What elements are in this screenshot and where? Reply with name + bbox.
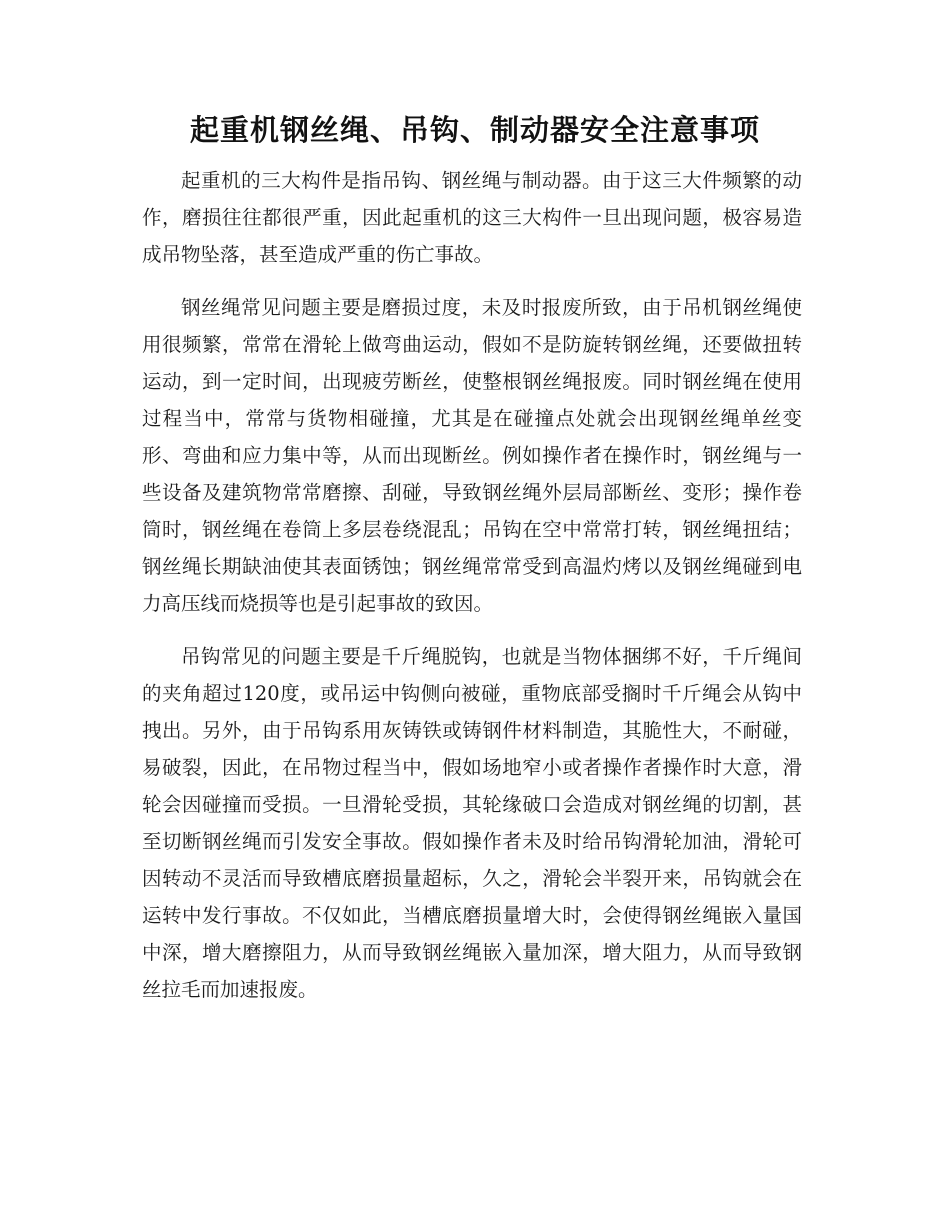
paragraph-wire-rope: 钢丝绳常见问题主要是磨损过度，未及时报废所致，由于吊机钢丝绳使用很频繁，常常在滑轮上做弯曲运动，假如不是防旋转钢丝绳，还要做扭转运动，到一定时间，出现疲劳断丝，使整根钢丝绳报废。同时钢丝绳在使用过程当中，常常与货物相碰撞，尤其是在碰撞点处就会出现钢丝绳单丝变形、弯曲和应力集中等，从而出现断丝。例如操作者在操作时，钢丝绳与一些设备及建筑物常常磨擦、刮碰，导致钢丝绳外层局部断丝、变形；操作卷筒时，钢丝绳在卷筒上多层卷绕混乱；吊钩在空中常常打转，钢丝绳扭结；钢丝绳长期缺油使其表面锈蚀；钢丝绳常常受到高温灼烤以及钢丝绳碰到电力高压线而烧损等也是引起事故的致因。 [142, 296, 802, 615]
page-title: 起重机钢丝绳、吊钩、制动器安全注意事项 [189, 113, 760, 147]
paragraph-intro: 起重机的三大构件是指吊钩、钢丝绳与制动器。由于这三大件频繁的动作，磨损往往都很严重，因此起重机的这三大构件一旦出现问题，极容易造成吊物坠落，甚至造成严重的伤亡事故。 [142, 169, 802, 266]
document-body [142, 162, 802, 1024]
paragraph-hook: 吊钩常见的问题主要是千斤绳脱钩，也就是当物体捆绑不好，千斤绳间的夹角超过120度，或吊运中钩侧向被碰，重物底部受搁时千斤绳会从钩中拽出。另外，由于吊钩系用灰铸铁或铸钢件材料制造，其脆性大，不耐碰，易破裂，因此，在吊物过程当中，假如场地窄小或者操作者操作时大意，滑轮会因碰撞而受损。一旦滑轮受损，其轮缘破口会造成对钢丝绳的切割，甚至切断钢丝绳而引发安全事故。假如操作者未及时给吊钩滑轮加油，滑轮可因转动不灵活而导致槽底磨损量超标，久之，滑轮会半裂开来，吊钩就会在运转中发行事故。不仅如此，当槽底磨损量增大时，会使得钢丝绳嵌入量国中深，增大磨擦阻力，从而导致钢丝绳嵌入量加深，增大阻力，从而导致钢丝拉毛而加速报废。 [142, 645, 802, 1001]
